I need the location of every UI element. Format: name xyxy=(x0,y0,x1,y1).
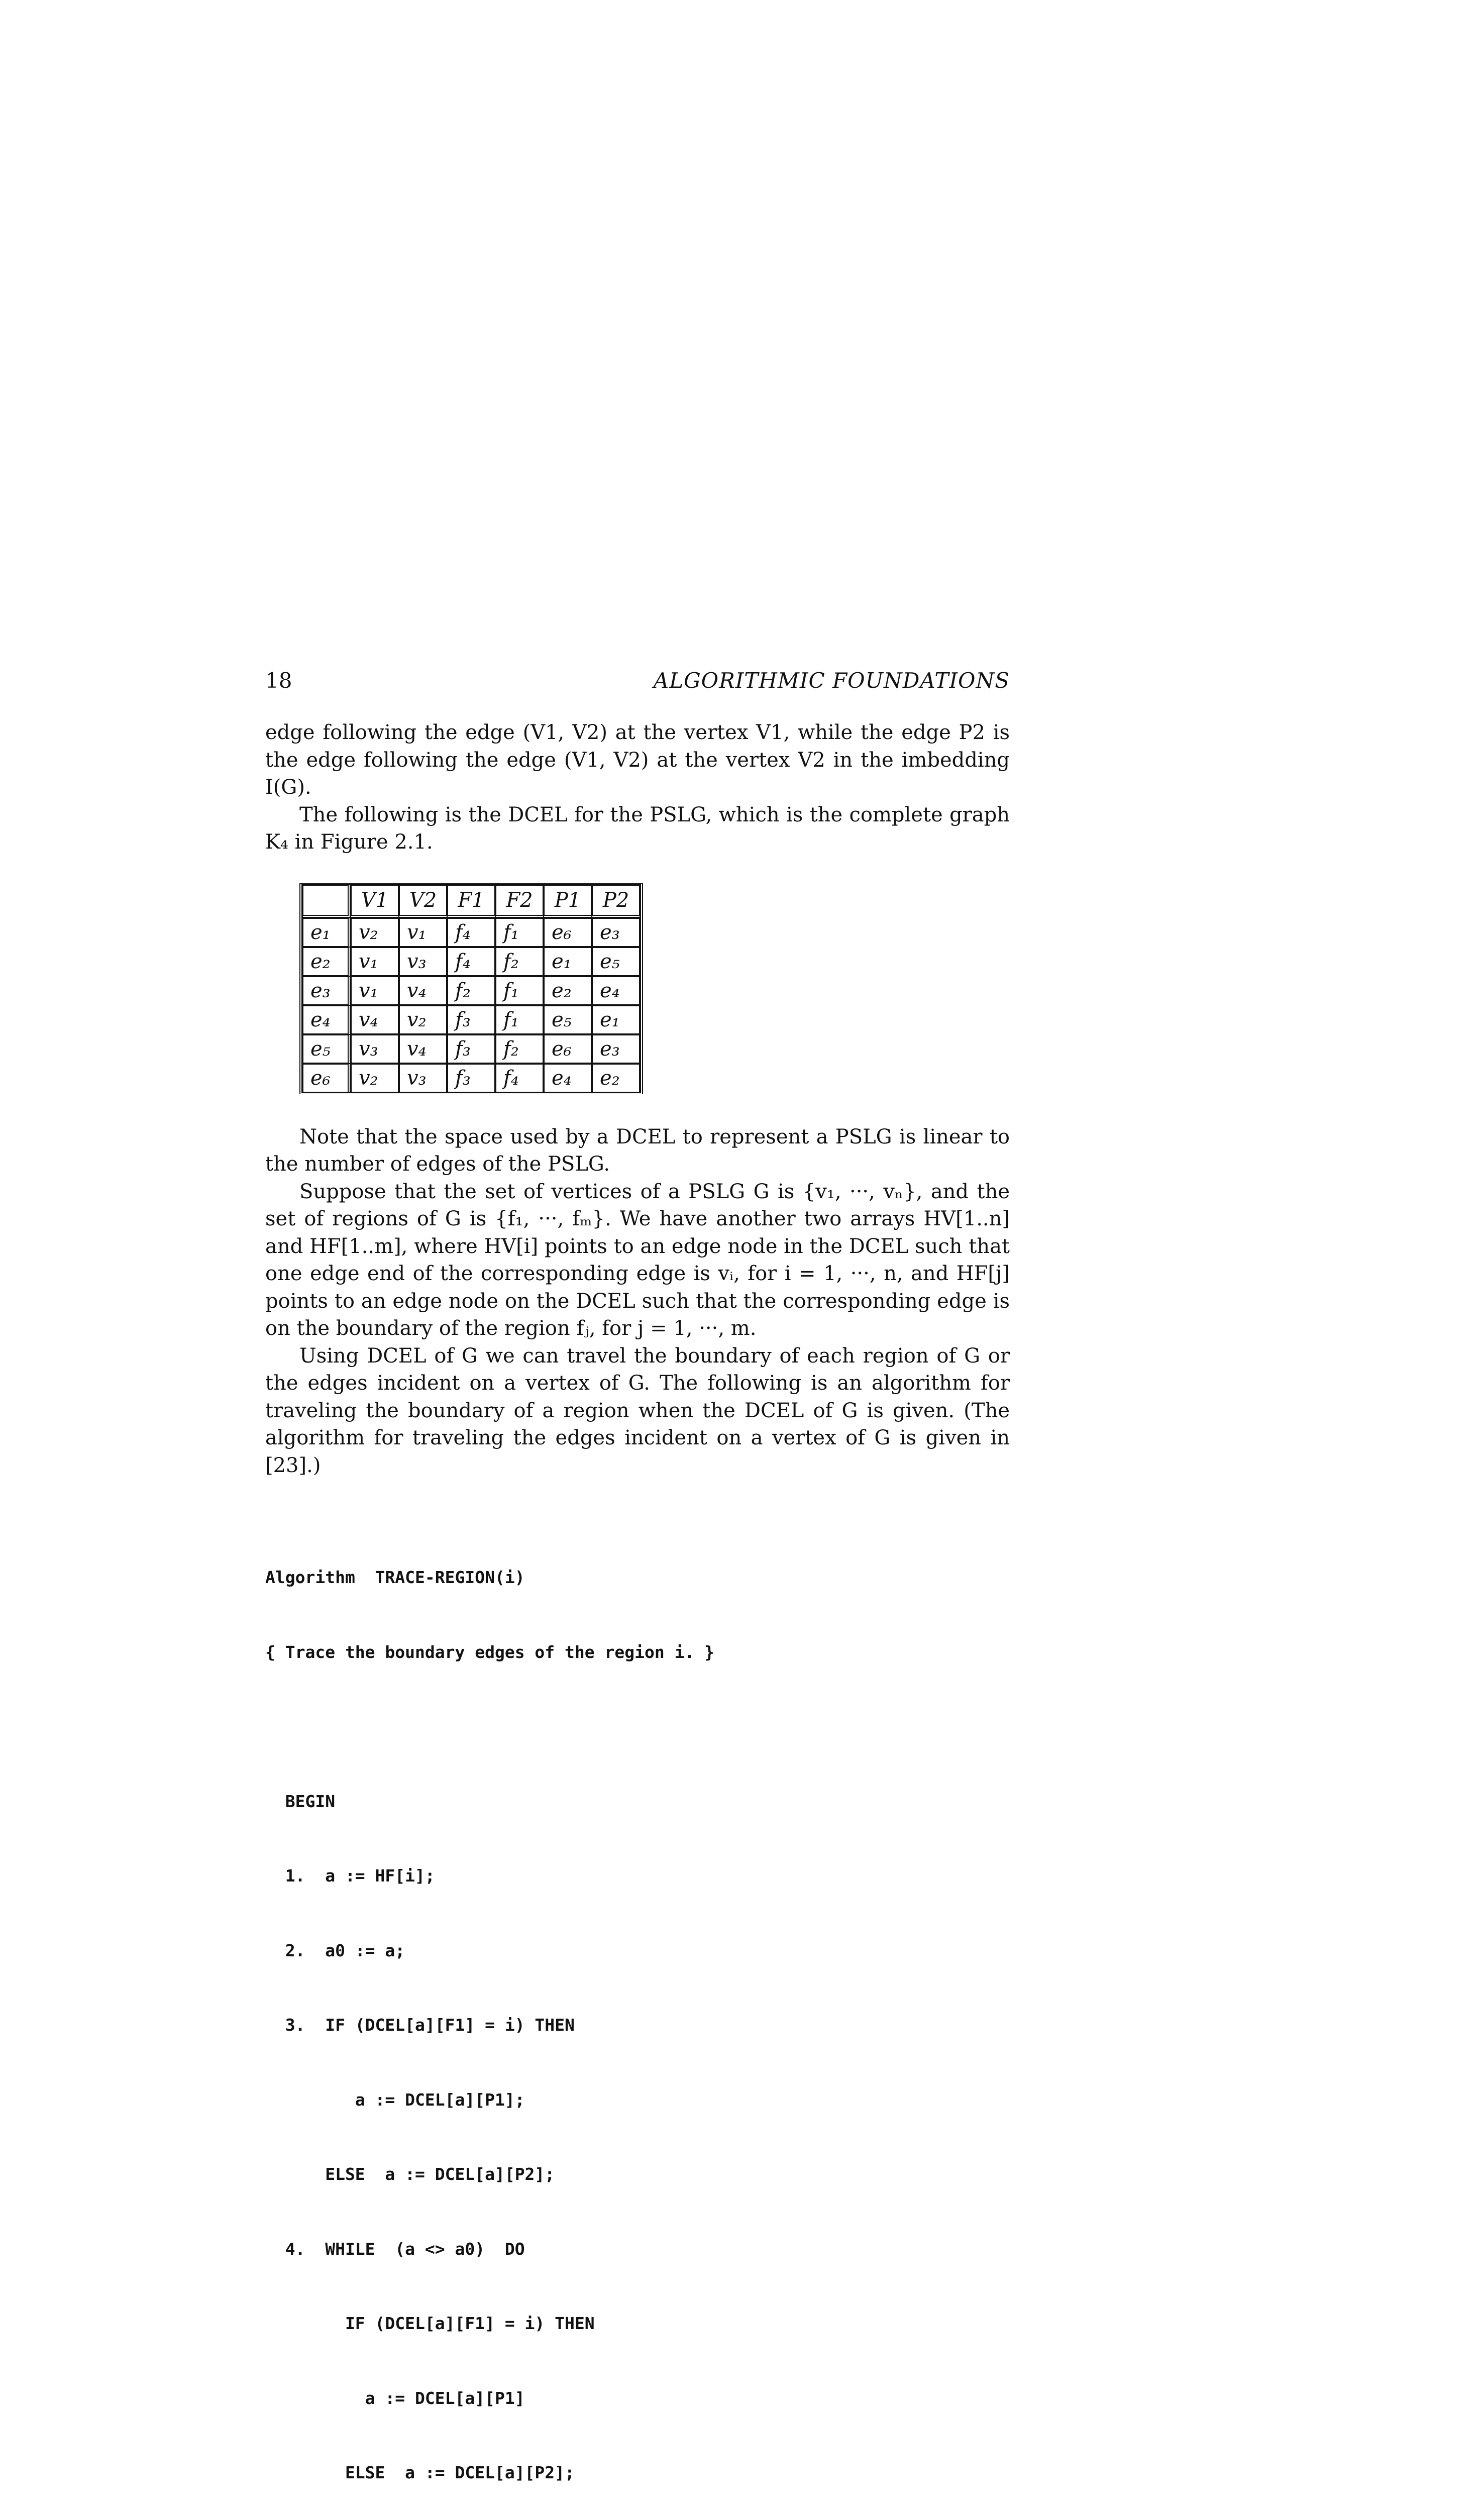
algorithm-line: ELSE a := DCEL[a][P2]; xyxy=(265,2164,555,2184)
table-cell: v₃ xyxy=(399,1064,447,1093)
table-header-row xyxy=(302,885,640,918)
table-cell: e₅ xyxy=(592,947,640,976)
table-cell: v₁ xyxy=(399,918,447,947)
page-header xyxy=(265,668,1010,693)
running-title: ALGORITHMIC FOUNDATIONS xyxy=(653,668,1010,693)
table-cell: e₂ xyxy=(592,1064,640,1093)
dcel-table-container xyxy=(299,883,643,1094)
table-row xyxy=(302,1064,640,1093)
table-row xyxy=(302,1005,640,1034)
algorithm-line: Algorithm TRACE-REGION(i) xyxy=(265,1567,525,1587)
table-cell: e₁ xyxy=(544,947,592,976)
table-cell: e₄ xyxy=(544,1064,592,1093)
algorithm-line xyxy=(265,1714,1010,1739)
table-cell: f₁ xyxy=(495,1005,544,1034)
table-cell: e₁ xyxy=(302,918,351,947)
table-cell: e₆ xyxy=(544,918,592,947)
algorithm-line: BEGIN xyxy=(265,1791,336,1811)
table-cell: f₄ xyxy=(495,1064,544,1093)
table-cell: e₂ xyxy=(302,947,351,976)
table-cell: v₁ xyxy=(351,947,399,976)
algorithm-line: ELSE a := DCEL[a][P2]; xyxy=(265,2463,575,2482)
table-cell: f₂ xyxy=(495,1034,544,1064)
page-number: 18 xyxy=(265,668,292,693)
table-cell: f₁ xyxy=(495,918,544,947)
table-cell: e₄ xyxy=(302,1005,351,1034)
algorithm-line: a := DCEL[a][P1] xyxy=(265,2388,525,2408)
algorithm-line: { Trace the boundary edges of the region i. } xyxy=(265,1642,715,1662)
table-cell: e₆ xyxy=(302,1064,351,1093)
algorithm-line: IF (DCEL[a][F1] = i) THEN xyxy=(265,2314,595,2333)
table-cell: v₄ xyxy=(351,1005,399,1034)
table-cell: e₃ xyxy=(302,976,351,1005)
table-cell: f₃ xyxy=(447,1064,495,1093)
algorithm-line: 1. a := HF[i]; xyxy=(265,1866,435,1886)
table-row xyxy=(302,1034,640,1064)
table-cell: f₄ xyxy=(447,918,495,947)
table-cell: v₂ xyxy=(399,1005,447,1034)
table-header-cell: V2 xyxy=(399,885,447,918)
paragraph-1: edge following the edge (V1, V2) at the vertex V1, while the edge P2 is the edge following the edge (V1, V2) at the vertex V2 in the imbedding I(G). xyxy=(265,721,1010,799)
table-cell: e₆ xyxy=(544,1034,592,1064)
table-cell: e₂ xyxy=(544,976,592,1005)
algorithm-line: 3. IF (DCEL[a][F1] = i) THEN xyxy=(265,2015,575,2035)
table-cell: e₃ xyxy=(592,1034,640,1064)
table-cell: v₃ xyxy=(351,1034,399,1064)
table-cell: f₃ xyxy=(447,1034,495,1064)
table-cell: e₄ xyxy=(592,976,640,1005)
table-header-cell xyxy=(302,885,351,918)
table-header-cell: P2 xyxy=(592,885,640,918)
table-cell: f₁ xyxy=(495,976,544,1005)
table-cell: v₂ xyxy=(351,1064,399,1093)
paragraph-2: The following is the DCEL for the PSLG, which is the complete graph K₄ in Figure 2.1. xyxy=(265,803,1010,854)
table-cell: e₁ xyxy=(592,1005,640,1034)
table-cell: e₅ xyxy=(544,1005,592,1034)
table-header-cell: V1 xyxy=(351,885,399,918)
algorithm-line: a := DCEL[a][P1]; xyxy=(265,2089,525,2110)
table-cell: v₄ xyxy=(399,1034,447,1064)
dcel-table xyxy=(299,883,643,1094)
paragraph-4: Suppose that the set of vertices of a PSLG G is {v₁, ···, vₙ}, and the set of regions of G is {f₁, ···, fₘ}. We have another two arrays HV[1..n] and HF[1..m], where HV[i] points to an edge node in the DCEL such that one edge end of the corresponding edge is vᵢ, for i = 1, ···, n, and HF[j] points to an edge node on the DCEL such that the corresponding edge is on the boundary of the region fⱼ, for j = 1, ···, m. xyxy=(265,1180,1010,1340)
table-cell: v₃ xyxy=(399,947,447,976)
table-header-cell: F2 xyxy=(495,885,544,918)
algorithm-line: 4. WHILE (a <> a0) DO xyxy=(265,2239,525,2259)
page xyxy=(265,668,1010,2512)
table-cell: f₃ xyxy=(447,1005,495,1034)
table-cell: f₂ xyxy=(495,947,544,976)
table-cell: v₄ xyxy=(399,976,447,1005)
algorithm-line: 2. a0 := a; xyxy=(265,1940,405,1960)
table-row xyxy=(302,947,640,976)
table-cell: f₂ xyxy=(447,976,495,1005)
table-row xyxy=(302,976,640,1005)
table-cell: f₄ xyxy=(447,947,495,976)
table-cell: v₂ xyxy=(351,918,399,947)
table-header-cell: P1 xyxy=(544,885,592,918)
table-row xyxy=(302,918,640,947)
paragraph-3: Note that the space used by a DCEL to represent a PSLG is linear to the number of edges of the PSLG. xyxy=(265,1125,1010,1176)
table-cell: e₃ xyxy=(592,918,640,947)
table-cell: e₅ xyxy=(302,1034,351,1064)
table-cell: v₁ xyxy=(351,976,399,1005)
paragraph-5: Using DCEL of G we can travel the boundary of each region of G or the edges incident on a vertex of G. The following is an algorithm for traveling the boundary of a region when the DCEL of G is given. (The algorithm for traveling the edges incident on a vertex of G is given in [23].) xyxy=(265,1344,1010,1477)
table-header-cell: F1 xyxy=(447,885,495,918)
algorithm-block xyxy=(265,1515,1010,2512)
